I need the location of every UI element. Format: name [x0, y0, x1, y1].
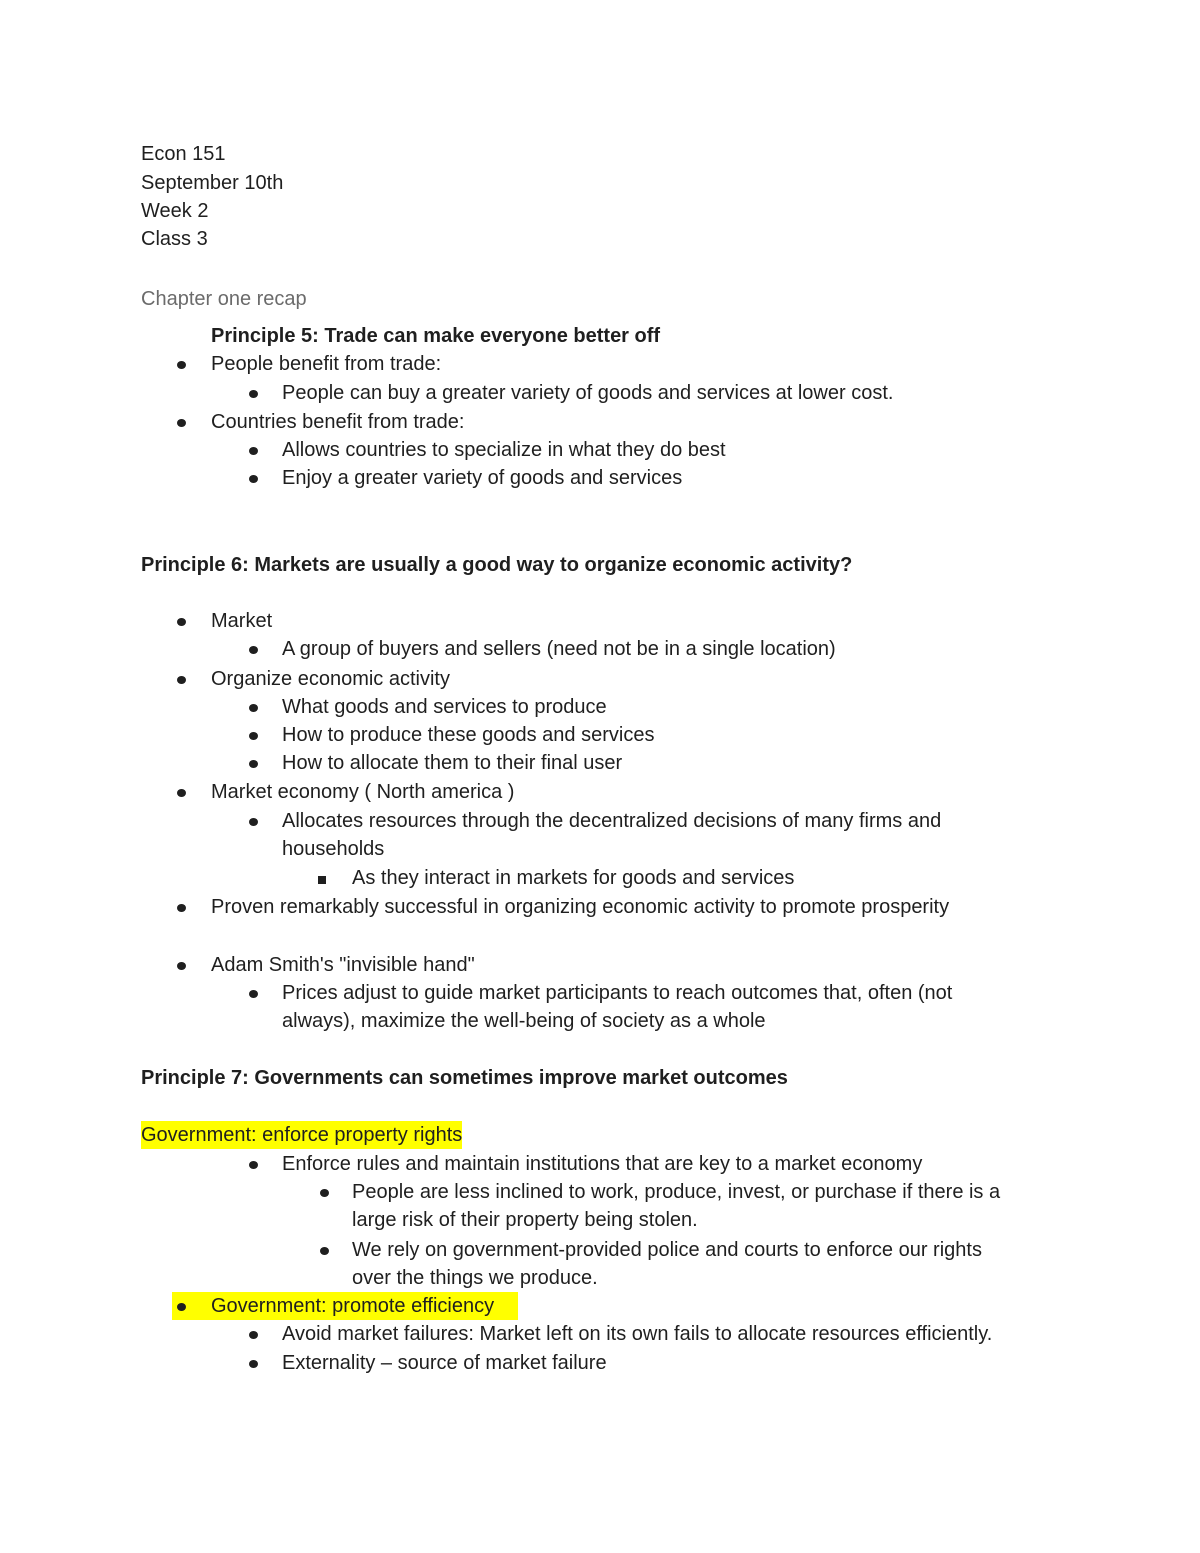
bullet-icon [249, 1331, 258, 1339]
list-item: Enjoy a greater variety of goods and services [282, 467, 683, 489]
list-item: Adam Smith's "invisible hand" [211, 954, 475, 976]
bullet-icon [249, 760, 258, 768]
bullet-icon [320, 1189, 329, 1197]
bullet-icon [249, 447, 258, 455]
class-label: Class 3 [141, 228, 208, 250]
bullet-icon [249, 818, 258, 826]
list-item: Allocates resources through the decentralized decisions of many firms and [282, 810, 942, 832]
highlighted-heading-efficiency: Government: promote efficiency [211, 1295, 495, 1317]
recap-heading: Chapter one recap [141, 288, 307, 310]
bullet-icon [249, 475, 258, 483]
bullet-icon [249, 990, 258, 998]
list-item: What goods and services to produce [282, 696, 607, 718]
list-item: Market [211, 610, 273, 632]
list-item: Countries benefit from trade: [211, 411, 465, 433]
list-item: Prices adjust to guide market participants to reach outcomes that, often (not [282, 982, 953, 1004]
list-item: We rely on government-provided police and courts to enforce our rights [352, 1239, 982, 1261]
list-item-continuation: always), maximize the well-being of society as a whole [282, 1010, 766, 1032]
course-name: Econ 151 [141, 143, 226, 165]
bullet-icon [249, 646, 258, 654]
bullet-icon [249, 1161, 258, 1169]
list-item-continuation: large risk of their property being stolen. [352, 1209, 698, 1231]
list-item-continuation: households [282, 838, 385, 860]
bullet-icon [249, 732, 258, 740]
bullet-icon [177, 904, 186, 912]
bullet-icon [177, 361, 186, 369]
list-item: Externality – source of market failure [282, 1352, 607, 1374]
week-label: Week 2 [141, 200, 209, 222]
bullet-icon [177, 618, 186, 626]
list-item: Proven remarkably successful in organizing economic activity to promote prosperity [211, 896, 950, 918]
bullet-icon [177, 676, 186, 684]
list-item: People are less inclined to work, produce, invest, or purchase if there is a [352, 1181, 1001, 1203]
bullet-icon [249, 1360, 258, 1368]
list-item: How to produce these goods and services [282, 724, 655, 746]
list-item-continuation: over the things we produce. [352, 1267, 598, 1289]
list-item: People benefit from trade: [211, 353, 442, 375]
bullet-icon [177, 1303, 186, 1311]
list-item: People can buy a greater variety of goods and services at lower cost. [282, 382, 894, 404]
principle-6-title: Principle 6: Markets are usually a good way to organize economic activity? [141, 554, 853, 576]
list-item: A group of buyers and sellers (need not be in a single location) [282, 638, 836, 660]
list-item: Organize economic activity [211, 668, 450, 690]
list-item: Enforce rules and maintain institutions that are key to a market economy [282, 1153, 923, 1175]
principle-5-title: Principle 5: Trade can make everyone better off [211, 325, 661, 347]
square-bullet-icon [318, 876, 326, 884]
bullet-icon [249, 390, 258, 398]
list-item: Avoid market failures: Market left on its own fails to allocate resources efficiently. [282, 1323, 993, 1345]
list-item: How to allocate them to their final user [282, 752, 623, 774]
bullet-icon [177, 419, 186, 427]
highlighted-heading-property-rights: Government: enforce property rights [141, 1121, 462, 1149]
bullet-icon [249, 704, 258, 712]
bullet-icon [177, 962, 186, 970]
principle-7-title: Principle 7: Governments can sometimes improve market outcomes [141, 1067, 788, 1089]
bullet-icon [177, 789, 186, 797]
lecture-date: September 10th [141, 172, 284, 194]
list-item: Market economy ( North america ) [211, 781, 515, 803]
list-item: Allows countries to specialize in what they do best [282, 439, 726, 461]
list-item: As they interact in markets for goods and services [352, 867, 795, 889]
bullet-icon [320, 1247, 329, 1255]
